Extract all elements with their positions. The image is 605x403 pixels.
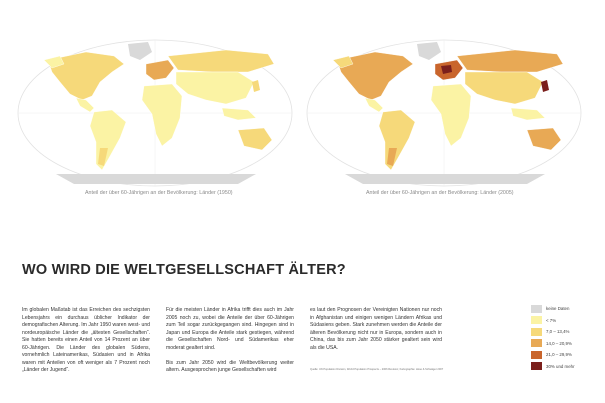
paragraph: Für die meisten Länder in Afrika trifft dies auch im Jahr 2005 noch zu, wobei die Anteile der über 60-Jährigen zum Teil sogar zurückgegangen sind. Hingegen sind in Japan und Europa die Anteile stark gestiegen, während die Gesellschaften Nord- und Südamerikas eher moderat gealtert sind.	[166, 307, 294, 351]
legend-swatch	[531, 339, 542, 347]
legend-swatch	[531, 362, 542, 370]
legend-swatch	[531, 328, 542, 336]
paragraph: es laut den Prognosen der Vereinigten Nationen nur noch in Afghanistan und einigen wenigen Ländern Afrikas und Südasiens geben. Stark zunehmen werden die Anteile der älteren Bevölkerung nicht nur in Europa, sondern auch in China, das bis zum Jahr 2050 stärker gealtert sein wird als die USA.	[310, 307, 442, 351]
legend-label: 30% und mehr	[546, 363, 575, 369]
text-column-1	[22, 307, 150, 375]
map-legend	[531, 303, 595, 372]
legend-item	[531, 315, 595, 327]
legend-label: 21,0 – 29,9%	[546, 352, 572, 358]
legend-label: < 7%	[546, 317, 557, 323]
legend-label: 7,0 – 13,4%	[546, 329, 570, 335]
map-caption-1950: Anteil der über 60-Jährigen an der Bevölkerung: Länder (1950)	[85, 190, 233, 196]
legend-swatch	[531, 351, 542, 359]
legend-item	[531, 338, 595, 350]
headline: WO WIRD DIE WELTGESELLSCHAFT ÄLTER?	[22, 262, 346, 278]
text-column-2	[166, 307, 294, 375]
legend-item	[531, 361, 595, 373]
legend-item	[531, 326, 595, 338]
legend-label: keine Daten	[546, 306, 570, 312]
paragraph: Bis zum Jahr 2050 wird die Weltbevölkerung weiter altern. Ausgesprochen junge Gesellschaften wird	[166, 359, 294, 373]
world-map-1950	[16, 38, 294, 188]
map-caption-2005: Anteil der über 60-Jährigen an der Bevölkerung: Länder (2005)	[366, 190, 514, 196]
paragraph: Im globalen Maßstab ist das Erreichen des sechzigsten Lebensjahrs ein durchaus üblicher Indikator der demografischen Alterung. Im Jahr 1950 waren west- und nordeuropäische Länder die „ältesten Gesellschaften“. Sie hatten bereits einen Anteil von 14 Prozent an über 60-Jährigen. Die Länder des globalen Südens, vornehmlich Lateinamerikas, Südasien und in Afrika waren mit Anteilen von oft weniger als 7 Prozent noch „Länder der Jugend“.	[22, 307, 150, 373]
legend-swatch	[531, 316, 542, 324]
source-note: Quelle: UN Population Division, World Population Prospects – 2006 Revision; Kartographie: Hose & Schwäger 2007	[310, 368, 444, 371]
legend-item	[531, 303, 595, 315]
legend-swatch	[531, 305, 542, 313]
world-map-2005	[305, 38, 583, 188]
text-column-3	[310, 307, 442, 352]
legend-item	[531, 349, 595, 361]
legend-label: 14,0 – 20,9%	[546, 340, 572, 346]
